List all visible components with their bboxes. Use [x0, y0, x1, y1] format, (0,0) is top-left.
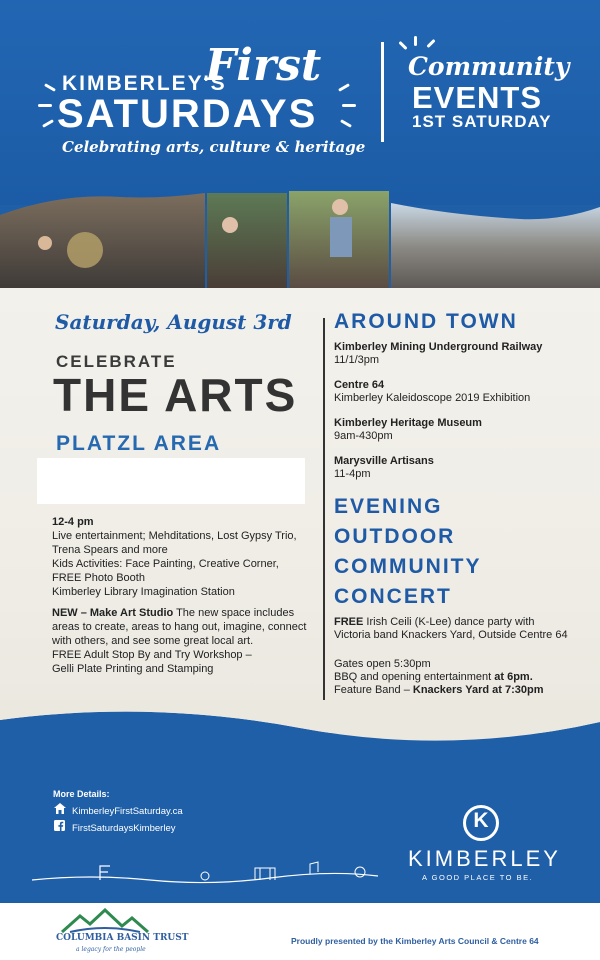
first-saturday-label: 1ST SATURDAY [412, 112, 552, 131]
around-town-item [334, 417, 584, 443]
website-link[interactable] [54, 803, 183, 817]
more-details-label: More Details: [53, 789, 110, 799]
kimberleys-label: KIMBERLEY'S [62, 72, 227, 95]
venue-detail: 11/1/3pm [334, 354, 380, 366]
platzl-details [52, 515, 307, 676]
ray-decoration [42, 119, 54, 128]
ray-decoration [342, 104, 356, 107]
around-town-item [334, 341, 584, 367]
ray-decoration [426, 39, 435, 48]
venue-name: Marysville Artisans [334, 455, 434, 467]
event-date: Saturday, August 3rd [55, 310, 292, 334]
ray-decoration [340, 119, 352, 128]
first-script: First [205, 40, 322, 91]
event-photos [0, 185, 600, 290]
doodle-line [30, 860, 380, 888]
saturdays-title: SATURDAYS [57, 92, 318, 136]
detail-line: Live entertainment; Mehditations, Lost Gypsy Trio, [52, 530, 297, 542]
new-studio-label: NEW – Make Art Studio [52, 607, 174, 619]
cbt-name: COLUMBIA BASIN TRUST [56, 933, 189, 943]
detail-line: BBQ and opening entertainment [334, 671, 495, 683]
detail-line: Trena Spears and more [52, 544, 168, 556]
time-label: 12-4 pm [52, 516, 94, 528]
detail-line: Victoria band Knackers Yard, Outside Centre 64 [334, 629, 568, 641]
presented-by: Proudly presented by the Kimberley Arts Council & Centre 64 [291, 936, 539, 946]
ray-decoration [38, 104, 52, 107]
facebook-icon [54, 820, 66, 834]
ray-decoration [398, 41, 407, 50]
venue-detail: 11-4pm [334, 468, 371, 480]
venue-detail: Kimberley Kaleidoscope 2019 Exhibition [334, 392, 531, 404]
detail-line: Gelli Plate Printing and Stamping [52, 663, 214, 675]
around-town-item [334, 455, 584, 481]
detail-line: areas to create, areas to hang out, imagine, connect [52, 621, 307, 633]
venue-name: Kimberley Heritage Museum [334, 417, 482, 429]
concert-schedule [334, 658, 584, 697]
facebook-text: FirstSaturdaysKimberley [72, 823, 176, 834]
home-icon [54, 803, 66, 817]
header-banner [0, 0, 600, 205]
detail-line: Feature Band – [334, 684, 413, 696]
detail-line: Irish Ceili (K-Lee) dance party with [363, 616, 535, 628]
ray-decoration [338, 83, 350, 92]
around-town-item [334, 379, 584, 405]
community-script: Community [408, 52, 570, 81]
header-divider [381, 42, 384, 142]
free-label: FREE [334, 616, 364, 628]
detail-line: FREE Adult Stop By and Try Workshop – [52, 649, 252, 661]
ray-decoration [44, 83, 56, 92]
detail-line: Kimberley Library Imagination Station [52, 586, 235, 598]
mountains-logo-icon [60, 908, 150, 934]
facebook-link[interactable] [54, 820, 175, 834]
detail-line: Kids Activities: Face Painting, Creative Corner, [52, 558, 279, 570]
heading-line: CONCERT [334, 585, 452, 608]
feature-band: Knackers Yard at 7:30pm [412, 684, 544, 696]
kimberley-brand: KIMBERLEY [408, 846, 561, 871]
heading-line: EVENING [334, 495, 443, 518]
venue-detail: 9am-430pm [334, 430, 393, 442]
gates-time: Gates open 5:30pm [334, 658, 431, 670]
the-arts-title: THE ARTS [53, 369, 298, 421]
cbt-tagline: a legacy for the people [76, 946, 146, 953]
celebrate-label: CELEBRATE [56, 352, 177, 371]
bbq-time: at 6pm. [494, 671, 533, 683]
heading-line: OUTDOOR [334, 525, 456, 548]
heading-line: COMMUNITY [334, 555, 482, 578]
venue-name: Kimberley Mining Underground Railway [334, 341, 543, 353]
evening-concert-heading [334, 492, 482, 612]
kimberley-logo-letter: K [473, 809, 489, 832]
tagline: Celebrating arts, culture & heritage [62, 138, 366, 156]
around-town-heading: AROUND TOWN [334, 310, 518, 333]
kimberley-slogan: A GOOD PLACE TO BE. [422, 873, 534, 882]
detail-line: The new space includes [173, 607, 295, 619]
detail-line: with others, and see some great local art. [52, 635, 254, 647]
ray-decoration [414, 36, 417, 46]
blank-panel [37, 458, 305, 504]
events-title: EVENTS [412, 80, 543, 115]
concert-details [334, 616, 584, 642]
website-text: KimberleyFirstSaturday.ca [72, 806, 183, 817]
detail-line: FREE Photo Booth [52, 572, 145, 584]
venue-name: Centre 64 [334, 379, 385, 391]
column-divider [323, 318, 325, 713]
platzl-area-heading: PLATZL AREA [56, 432, 222, 455]
